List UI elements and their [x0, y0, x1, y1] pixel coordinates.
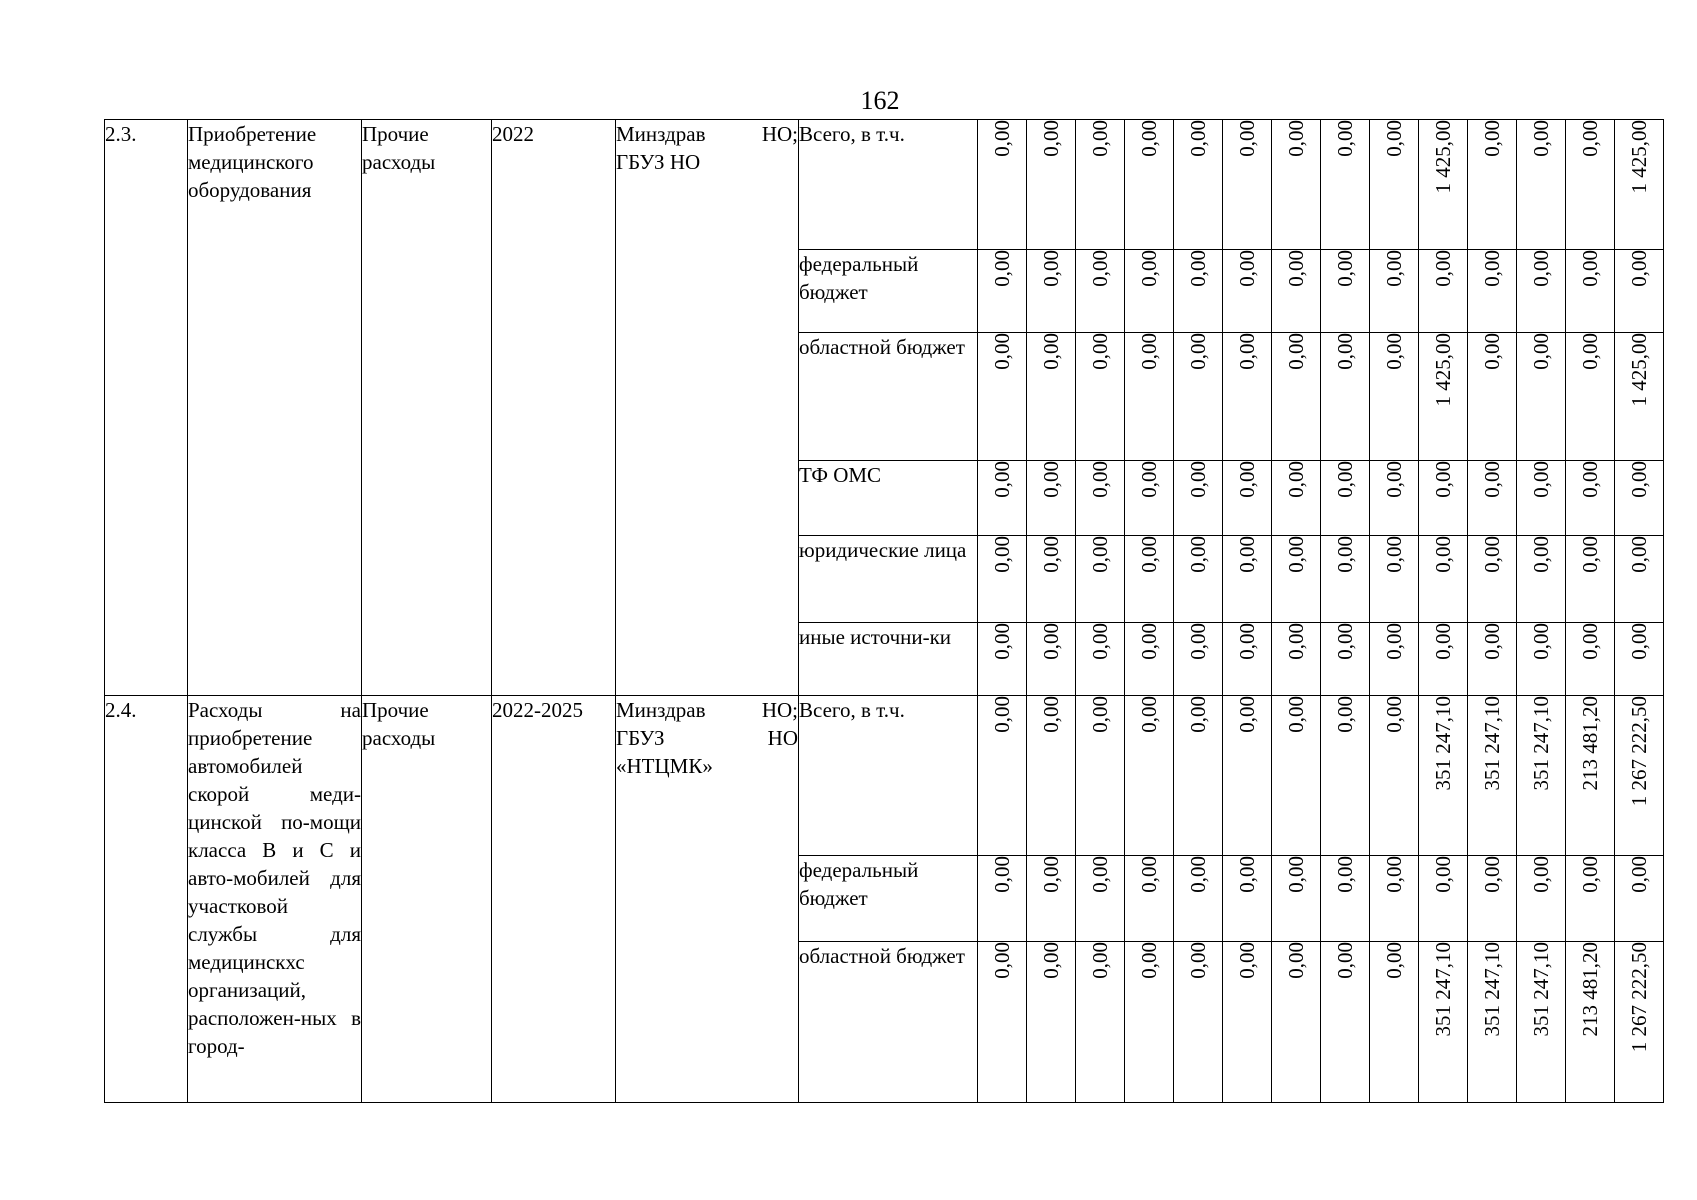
value-cell — [1321, 333, 1370, 461]
period-cell — [492, 120, 616, 696]
expense-type-cell — [362, 120, 492, 696]
amount-value: 0,00 — [1431, 461, 1455, 498]
row-name-cell — [188, 120, 362, 696]
value-cell — [1223, 623, 1272, 696]
value-cell — [1468, 250, 1517, 333]
executor-cell — [616, 696, 799, 1103]
amount-value: 0,00 — [1039, 623, 1063, 660]
amount-value: 0,00 — [1186, 461, 1210, 498]
value-cell — [1076, 461, 1125, 536]
amount-value: 351 247,10 — [1431, 942, 1455, 1037]
amount-value: 0,00 — [1088, 333, 1112, 370]
funding-source-cell — [799, 696, 978, 856]
value-cell — [1419, 696, 1468, 856]
value-cell — [1076, 856, 1125, 942]
value-cell — [1419, 856, 1468, 942]
value-cell — [1566, 461, 1615, 536]
value-cell — [1027, 696, 1076, 856]
amount-value: 1 267 222,50 — [1627, 696, 1651, 807]
row-number: 2.4. — [105, 698, 137, 722]
amount-value: 0,00 — [1039, 856, 1063, 893]
period: 2022-2025 — [492, 698, 583, 722]
table-row — [105, 120, 1664, 250]
funding-source-cell — [799, 333, 978, 461]
value-cell — [1419, 250, 1468, 333]
value-cell — [1321, 856, 1370, 942]
value-cell — [1174, 250, 1223, 333]
amount-value: 0,00 — [1137, 696, 1161, 733]
amount-value: 213 481,20 — [1578, 942, 1602, 1037]
value-cell — [1125, 942, 1174, 1103]
value-cell — [978, 250, 1027, 333]
amount-value: 0,00 — [1333, 856, 1357, 893]
amount-value: 0,00 — [1137, 536, 1161, 573]
amount-value: 0,00 — [1137, 942, 1161, 979]
amount-value: 0,00 — [1284, 120, 1308, 157]
amount-value: 0,00 — [1137, 333, 1161, 370]
amount-value: 0,00 — [1382, 856, 1406, 893]
amount-value: 0,00 — [1431, 856, 1455, 893]
amount-value: 0,00 — [1235, 696, 1259, 733]
amount-value: 0,00 — [990, 120, 1014, 157]
amount-value: 0,00 — [1088, 856, 1112, 893]
value-cell — [1272, 696, 1321, 856]
row-name: Приобретение медицинского оборудования — [188, 122, 317, 202]
value-cell — [1174, 623, 1223, 696]
amount-value: 0,00 — [1039, 250, 1063, 287]
amount-value: 0,00 — [1088, 250, 1112, 287]
amount-value: 0,00 — [1284, 942, 1308, 979]
value-cell — [1468, 942, 1517, 1103]
amount-value: 0,00 — [1431, 623, 1455, 660]
amount-value: 0,00 — [1333, 461, 1357, 498]
amount-value: 351 247,10 — [1529, 942, 1553, 1037]
funding-source-label: Всего, в т.ч. — [799, 122, 905, 146]
value-cell — [1272, 623, 1321, 696]
funding-source-cell — [799, 536, 978, 623]
amount-value: 0,00 — [1088, 623, 1112, 660]
funding-source-label: ТФ ОМС — [799, 463, 882, 487]
value-cell — [978, 696, 1027, 856]
amount-value: 0,00 — [1235, 120, 1259, 157]
row-number: 2.3. — [105, 122, 137, 146]
amount-value: 0,00 — [1186, 696, 1210, 733]
value-cell — [1125, 536, 1174, 623]
value-cell — [1566, 333, 1615, 461]
value-cell — [1272, 856, 1321, 942]
value-cell — [1370, 623, 1419, 696]
amount-value: 0,00 — [1480, 250, 1504, 287]
amount-value: 0,00 — [1088, 696, 1112, 733]
value-cell — [978, 120, 1027, 250]
value-cell — [1419, 942, 1468, 1103]
amount-value: 1 267 222,50 — [1627, 942, 1651, 1053]
value-cell — [1321, 250, 1370, 333]
amount-value: 0,00 — [1039, 333, 1063, 370]
expense-type: Прочие расходы — [362, 698, 436, 750]
amount-value: 0,00 — [1627, 536, 1651, 573]
amount-value: 0,00 — [1235, 461, 1259, 498]
funding-source-label: федеральный бюджет — [799, 252, 919, 304]
amount-value: 0,00 — [1284, 856, 1308, 893]
funding-source-label: юридические лица — [799, 538, 967, 562]
amount-value: 0,00 — [1431, 536, 1455, 573]
expense-type-cell — [362, 696, 492, 1103]
amount-value: 0,00 — [1480, 120, 1504, 157]
value-cell — [1125, 856, 1174, 942]
amount-value: 0,00 — [1088, 942, 1112, 979]
value-cell — [1321, 536, 1370, 623]
value-cell — [1272, 333, 1321, 461]
amount-value: 0,00 — [1529, 623, 1553, 660]
amount-value: 0,00 — [1578, 250, 1602, 287]
value-cell — [1566, 536, 1615, 623]
value-cell — [1615, 250, 1664, 333]
value-cell — [1027, 250, 1076, 333]
value-cell — [1517, 856, 1566, 942]
amount-value: 0,00 — [1578, 856, 1602, 893]
amount-value: 0,00 — [1137, 120, 1161, 157]
amount-value: 0,00 — [1088, 536, 1112, 573]
value-cell — [1566, 250, 1615, 333]
amount-value: 0,00 — [1431, 250, 1455, 287]
amount-value: 0,00 — [1284, 250, 1308, 287]
amount-value: 0,00 — [1137, 856, 1161, 893]
value-cell — [1321, 696, 1370, 856]
value-cell — [1272, 461, 1321, 536]
amount-value: 0,00 — [1529, 333, 1553, 370]
value-cell — [1517, 120, 1566, 250]
amount-value: 0,00 — [1480, 856, 1504, 893]
row-number-cell — [105, 120, 188, 696]
value-cell — [1223, 696, 1272, 856]
amount-value: 0,00 — [1186, 536, 1210, 573]
funding-source-cell — [799, 120, 978, 250]
value-cell — [1419, 623, 1468, 696]
amount-value: 0,00 — [1529, 250, 1553, 287]
value-cell — [1419, 120, 1468, 250]
value-cell — [1468, 623, 1517, 696]
value-cell — [1027, 942, 1076, 1103]
amount-value: 0,00 — [990, 333, 1014, 370]
funding-source-cell — [799, 250, 978, 333]
amount-value: 0,00 — [1333, 120, 1357, 157]
value-cell — [1468, 856, 1517, 942]
value-cell — [1419, 461, 1468, 536]
value-cell — [1468, 120, 1517, 250]
amount-value: 1 425,00 — [1431, 120, 1455, 194]
value-cell — [1174, 461, 1223, 536]
value-cell — [1027, 120, 1076, 250]
amount-value: 0,00 — [1284, 623, 1308, 660]
value-cell — [1615, 623, 1664, 696]
amount-value: 0,00 — [1137, 461, 1161, 498]
value-cell — [1174, 942, 1223, 1103]
amount-value: 0,00 — [1627, 623, 1651, 660]
amount-value: 0,00 — [1382, 942, 1406, 979]
amount-value: 0,00 — [1186, 856, 1210, 893]
value-cell — [1468, 333, 1517, 461]
amount-value: 0,00 — [990, 623, 1014, 660]
value-cell — [978, 461, 1027, 536]
value-cell — [1615, 120, 1664, 250]
amount-value: 213 481,20 — [1578, 696, 1602, 791]
funding-source-label: федеральный бюджет — [799, 858, 919, 910]
value-cell — [1615, 333, 1664, 461]
value-cell — [1076, 942, 1125, 1103]
funding-source-cell — [799, 623, 978, 696]
value-cell — [978, 856, 1027, 942]
value-cell — [1370, 856, 1419, 942]
value-cell — [1419, 536, 1468, 623]
value-cell — [1517, 623, 1566, 696]
amount-value: 351 247,10 — [1480, 942, 1504, 1037]
value-cell — [1076, 536, 1125, 623]
amount-value: 0,00 — [1382, 536, 1406, 573]
amount-value: 1 425,00 — [1627, 333, 1651, 407]
value-cell — [1223, 120, 1272, 250]
amount-value: 351 247,10 — [1480, 696, 1504, 791]
amount-value: 0,00 — [990, 461, 1014, 498]
value-cell — [1566, 942, 1615, 1103]
value-cell — [1566, 856, 1615, 942]
amount-value: 0,00 — [1039, 461, 1063, 498]
value-cell — [1517, 461, 1566, 536]
value-cell — [1566, 623, 1615, 696]
amount-value: 0,00 — [1382, 461, 1406, 498]
amount-value: 351 247,10 — [1431, 696, 1455, 791]
value-cell — [1027, 623, 1076, 696]
amount-value: 0,00 — [1039, 120, 1063, 157]
row-number-cell — [105, 696, 188, 1103]
value-cell — [978, 942, 1027, 1103]
value-cell — [1370, 120, 1419, 250]
funding-source-label: Всего, в т.ч. — [799, 698, 905, 722]
value-cell — [1027, 461, 1076, 536]
amount-value: 0,00 — [1627, 250, 1651, 287]
funding-source-cell — [799, 461, 978, 536]
amount-value: 0,00 — [1529, 461, 1553, 498]
value-cell — [1517, 250, 1566, 333]
value-cell — [1076, 623, 1125, 696]
value-cell — [1517, 536, 1566, 623]
value-cell — [1321, 942, 1370, 1103]
value-cell — [1223, 942, 1272, 1103]
amount-value: 0,00 — [1627, 856, 1651, 893]
funding-source-label: областной бюджет — [799, 335, 965, 359]
value-cell — [1223, 250, 1272, 333]
funding-source-cell — [799, 856, 978, 942]
amount-value: 0,00 — [1039, 536, 1063, 573]
amount-value: 0,00 — [1284, 461, 1308, 498]
value-cell — [1076, 333, 1125, 461]
value-cell — [1174, 333, 1223, 461]
amount-value: 0,00 — [990, 856, 1014, 893]
value-cell — [1076, 696, 1125, 856]
value-cell — [1468, 696, 1517, 856]
value-cell — [1272, 942, 1321, 1103]
amount-value: 0,00 — [990, 696, 1014, 733]
value-cell — [1419, 333, 1468, 461]
amount-value: 0,00 — [1480, 333, 1504, 370]
amount-value: 0,00 — [1235, 250, 1259, 287]
amount-value: 0,00 — [1235, 536, 1259, 573]
amount-value: 0,00 — [990, 250, 1014, 287]
value-cell — [1174, 120, 1223, 250]
executor: Минздрав НО; ГБУЗ НО — [616, 122, 798, 174]
amount-value: 0,00 — [1382, 333, 1406, 370]
page-number: 162 — [860, 86, 900, 115]
amount-value: 0,00 — [1382, 120, 1406, 157]
amount-value: 0,00 — [1186, 623, 1210, 660]
value-cell — [1272, 536, 1321, 623]
amount-value: 0,00 — [1480, 536, 1504, 573]
amount-value: 0,00 — [1333, 333, 1357, 370]
funding-source-label: иные источни-ки — [799, 625, 952, 649]
value-cell — [1468, 536, 1517, 623]
amount-value: 0,00 — [1333, 536, 1357, 573]
value-cell — [1615, 942, 1664, 1103]
amount-value: 0,00 — [1137, 623, 1161, 660]
amount-value: 0,00 — [1235, 623, 1259, 660]
amount-value: 0,00 — [1382, 250, 1406, 287]
value-cell — [1370, 536, 1419, 623]
amount-value: 1 425,00 — [1627, 120, 1651, 194]
amount-value: 0,00 — [1333, 696, 1357, 733]
amount-value: 0,00 — [1235, 942, 1259, 979]
amount-value: 0,00 — [990, 536, 1014, 573]
amount-value: 0,00 — [1186, 333, 1210, 370]
table-row — [105, 696, 1664, 856]
amount-value: 0,00 — [1529, 856, 1553, 893]
amount-value: 0,00 — [1235, 333, 1259, 370]
value-cell — [1174, 856, 1223, 942]
value-cell — [1125, 461, 1174, 536]
value-cell — [1125, 623, 1174, 696]
value-cell — [1370, 461, 1419, 536]
amount-value: 0,00 — [1578, 333, 1602, 370]
value-cell — [1027, 856, 1076, 942]
value-cell — [1174, 696, 1223, 856]
value-cell — [1615, 856, 1664, 942]
amount-value: 0,00 — [1578, 120, 1602, 157]
amount-value: 0,00 — [1333, 623, 1357, 660]
amount-value: 0,00 — [1578, 536, 1602, 573]
value-cell — [978, 333, 1027, 461]
value-cell — [1321, 623, 1370, 696]
amount-value: 0,00 — [1235, 856, 1259, 893]
amount-value: 351 247,10 — [1529, 696, 1553, 791]
amount-value: 0,00 — [990, 942, 1014, 979]
amount-value: 0,00 — [1088, 120, 1112, 157]
amount-value: 0,00 — [1186, 942, 1210, 979]
value-cell — [1321, 461, 1370, 536]
value-cell — [1027, 333, 1076, 461]
value-cell — [1125, 120, 1174, 250]
funding-source-cell — [799, 942, 978, 1103]
period: 2022 — [492, 122, 534, 146]
value-cell — [978, 623, 1027, 696]
amount-value: 0,00 — [1382, 696, 1406, 733]
amount-value: 0,00 — [1284, 536, 1308, 573]
value-cell — [978, 536, 1027, 623]
value-cell — [1517, 696, 1566, 856]
amount-value: 0,00 — [1186, 120, 1210, 157]
budget-table — [104, 119, 1664, 1103]
amount-value: 0,00 — [1284, 696, 1308, 733]
value-cell — [1174, 536, 1223, 623]
amount-value: 0,00 — [1039, 942, 1063, 979]
value-cell — [1223, 333, 1272, 461]
amount-value: 0,00 — [1186, 250, 1210, 287]
amount-value: 0,00 — [1578, 623, 1602, 660]
value-cell — [1223, 536, 1272, 623]
amount-value: 0,00 — [1480, 623, 1504, 660]
amount-value: 0,00 — [1039, 696, 1063, 733]
value-cell — [1370, 696, 1419, 856]
value-cell — [1272, 250, 1321, 333]
executor-cell — [616, 120, 799, 696]
funding-source-label: областной бюджет — [799, 944, 965, 968]
value-cell — [1566, 696, 1615, 856]
value-cell — [1125, 696, 1174, 856]
amount-value: 0,00 — [1529, 120, 1553, 157]
value-cell — [1615, 536, 1664, 623]
value-cell — [1027, 536, 1076, 623]
row-name: Расходы на приобретение автомобилей скорой меди-цинской по-мощи класса В и С и авто-мобилей для участковой службы для медицинскхс организаций, расположен-ных в город- — [188, 698, 361, 1058]
amount-value: 0,00 — [1382, 623, 1406, 660]
value-cell — [1370, 333, 1419, 461]
row-name-cell — [188, 696, 362, 1103]
value-cell — [1517, 333, 1566, 461]
period-cell — [492, 696, 616, 1103]
value-cell — [1272, 120, 1321, 250]
amount-value: 0,00 — [1088, 461, 1112, 498]
value-cell — [1223, 461, 1272, 536]
value-cell — [1566, 120, 1615, 250]
amount-value: 0,00 — [1333, 250, 1357, 287]
value-cell — [1370, 942, 1419, 1103]
amount-value: 0,00 — [1333, 942, 1357, 979]
amount-value: 1 425,00 — [1431, 333, 1455, 407]
value-cell — [1223, 856, 1272, 942]
amount-value: 0,00 — [1627, 461, 1651, 498]
expense-type: Прочие расходы — [362, 122, 436, 174]
value-cell — [1615, 696, 1664, 856]
amount-value: 0,00 — [1529, 536, 1553, 573]
value-cell — [1076, 120, 1125, 250]
amount-value: 0,00 — [1480, 461, 1504, 498]
value-cell — [1517, 942, 1566, 1103]
value-cell — [1615, 461, 1664, 536]
value-cell — [1125, 250, 1174, 333]
value-cell — [1321, 120, 1370, 250]
amount-value: 0,00 — [1137, 250, 1161, 287]
value-cell — [1468, 461, 1517, 536]
value-cell — [1125, 333, 1174, 461]
amount-value: 0,00 — [1578, 461, 1602, 498]
value-cell — [1076, 250, 1125, 333]
amount-value: 0,00 — [1284, 333, 1308, 370]
executor: Минздрав НО; ГБУЗ НО «НТЦМК» — [616, 698, 798, 778]
value-cell — [1370, 250, 1419, 333]
